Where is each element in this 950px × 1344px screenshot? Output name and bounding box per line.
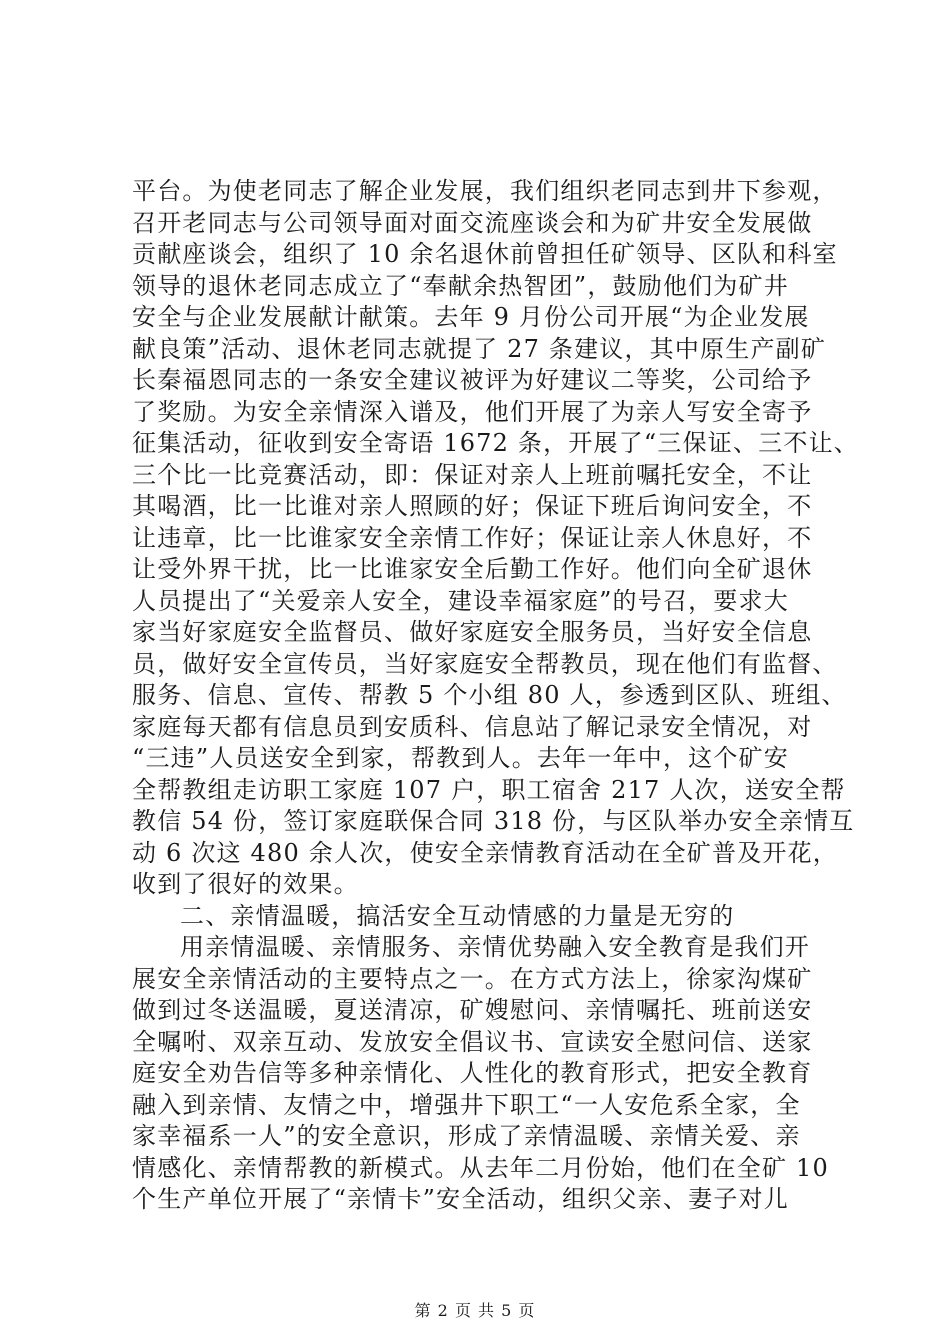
text-line: 让受外界干扰，比一比谁家安全后勤工作好。他们向全矿退休 (132, 555, 813, 583)
text-line: 召开老同志与公司领导面对面交流座谈会和为矿井安全发展做 (132, 208, 813, 237)
text-line: 动 6 次这 480 余人次，使安全亲情教育活动在全矿普及开花， (132, 838, 838, 867)
text-line: 长秦福恩同志的一条安全建议被评为好建议二等奖，公司给予 (132, 366, 813, 394)
text-line: 领导的退休老同志成立了“奉献余热智团”，鼓励他们为矿井 (132, 271, 789, 300)
text-line: 家当好家庭安全监督员、做好家庭安全服务员，当好安全信息 (132, 618, 813, 646)
text-line: 用亲情温暖、亲情服务、亲情优势融入安全教育是我们开 (180, 933, 810, 961)
text-line: 融入到亲情、友情之中，增强井下职工“一人安危系全家，全 (132, 1090, 801, 1119)
text-line: 庭安全劝告信等多种亲情化、人性化的教育形式，把安全教育 (132, 1059, 813, 1087)
text-line: 个生产单位开展了“亲情卡”安全活动，组织父亲、妻子对儿 (132, 1185, 789, 1213)
text-line: 贡献座谈会，组织了 10 余名退休前曾担任矿领导、区队和科室 (132, 240, 838, 268)
text-line: 服务、信息、宣传、帮教 5 个小组 80 人，参透到区队、班组、 (132, 681, 847, 709)
text-line: 做到过冬送温暖，夏送清凉，矿嫂慰问、亲情嘱托、班前送安 (132, 996, 813, 1024)
text-line: 情感化、亲情帮教的新模式。从去年二月份始，他们在全矿 10 (132, 1153, 829, 1182)
text-line: 全嘱咐、双亲互动、发放安全倡议书、宣读安全慰问信、送家 (132, 1027, 813, 1056)
text-line: 征集活动，征收到安全寄语 1672 条，开展了“三保证、三不让、 (132, 429, 860, 457)
section-heading: 二、亲情温暖，搞活安全互动情感的力量是无穷的 (180, 901, 735, 930)
text-line: 其喝酒，比一比谁对亲人照顾的好；保证下班后询问安全，不 (132, 492, 813, 520)
text-line: 安全与企业发展献计献策。去年 9 月份公司开展“为企业发展 (132, 303, 810, 331)
document-body (132, 176, 860, 1216)
text-line: 献良策”活动、退休老同志就提了 27 条建议，其中原生产副矿 (132, 334, 827, 363)
text-line: 员，做好安全宣传员，当好家庭安全帮教员，现在他们有监督、 (132, 649, 838, 678)
text-line: “三违”人员送安全到家，帮教到人。去年一年中，这个矿安 (132, 744, 789, 772)
text-line: 家幸福系一人”的安全意识，形成了亲情温暖、亲情关爱、亲 (132, 1122, 801, 1150)
text-line: 了奖励。为安全亲情深入谱及，他们开展了为亲人写安全寄予 (132, 397, 813, 426)
page-number: 第 2 页 共 5 页 (414, 1301, 536, 1320)
text-line: 展安全亲情活动的主要特点之一。在方式方法上，徐家沟煤矿 (132, 964, 813, 993)
text-line: 三个比一比竞赛活动，即：保证对亲人上班前嘱托安全，不让 (132, 460, 813, 489)
text-line: 平台。为使老同志了解企业发展，我们组织老同志到井下参观， (132, 177, 838, 205)
text-line: 让违章，比一比谁家安全亲情工作好；保证让亲人休息好，不 (132, 523, 813, 552)
text-line: 收到了很好的效果。 (132, 870, 359, 898)
text-line: 教信 54 份，签订家庭联保合同 318 份，与区队举办安全亲情互 (132, 807, 855, 835)
text-line: 家庭每天都有信息员到安质科、信息站了解记录安全情况，对 (132, 712, 813, 741)
text-line: 全帮教组走访职工家庭 107 户，职工宿舍 217 人次，送安全帮 (132, 775, 846, 804)
text-line: 人员提出了“关爱亲人安全，建设幸福家庭”的号召，要求大 (132, 586, 789, 615)
